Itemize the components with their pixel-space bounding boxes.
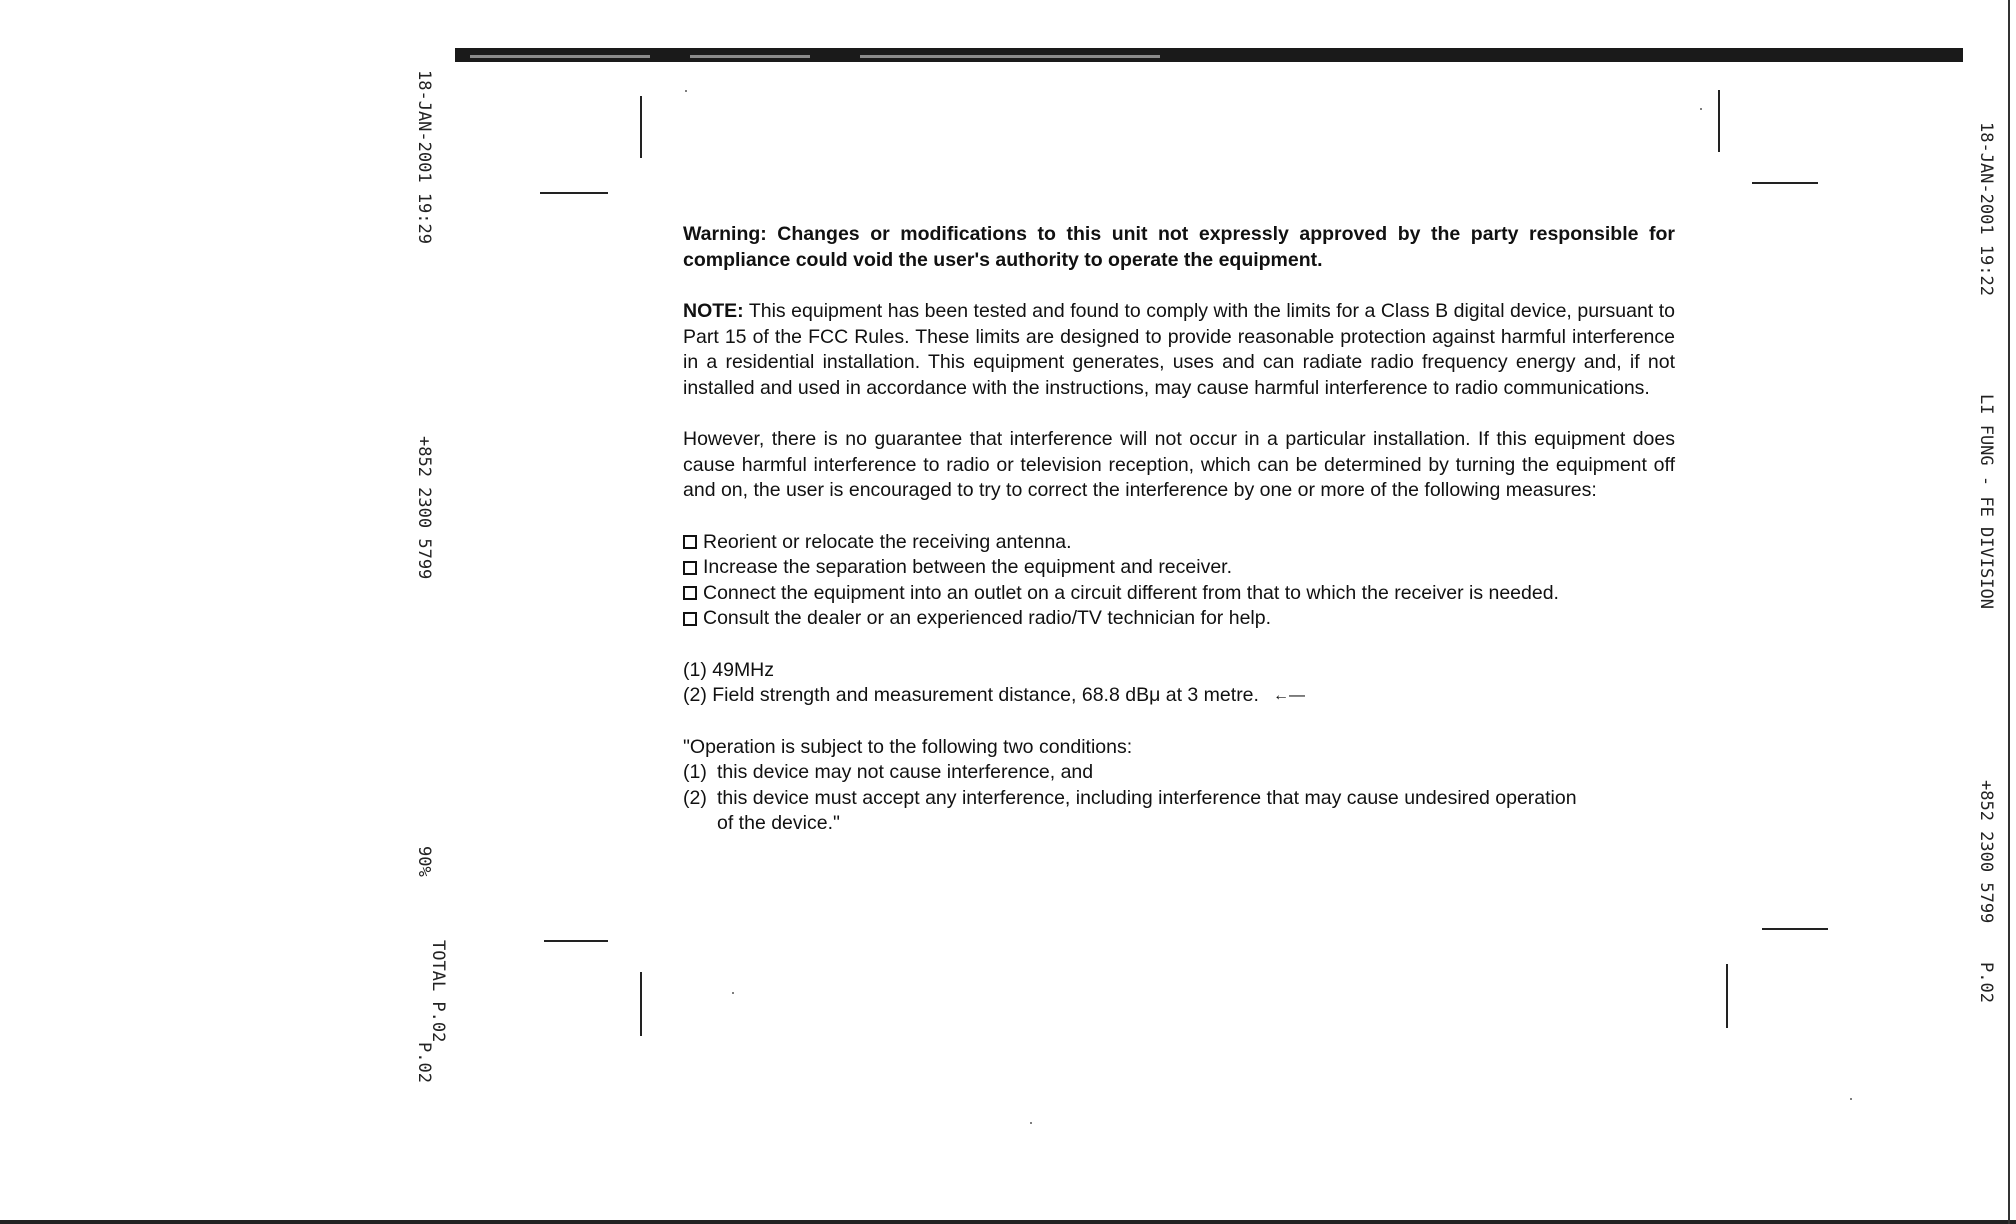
speck [1030, 1122, 1032, 1124]
fcc-notice-document [683, 222, 1675, 837]
condition-text: this device may not cause interference, and [717, 761, 1094, 783]
speck [685, 90, 687, 92]
left-fax-percent: 90% [414, 846, 434, 877]
left-fax-phone: +852 2300 5799 [414, 436, 434, 580]
fax-right-edge [2008, 0, 2010, 1224]
condition-text: this device must accept any interference, including interference that may cause undesired operation of the device." [717, 786, 1577, 834]
note-paragraph [683, 299, 1675, 401]
right-fax-sender: LI FUNG - FE DIVISION [1976, 394, 1996, 609]
fax-bar-streak [690, 55, 810, 58]
fax-bar-streak [470, 55, 650, 58]
measure-text: Reorient or relocate the receiving antenna. [703, 530, 1072, 553]
right-fax-page: P.02 [1976, 962, 1996, 1003]
crop-mark [640, 972, 642, 1036]
checkbox-icon [683, 612, 697, 626]
measure-text: Increase the separation between the equipment and receiver. [703, 556, 1233, 578]
crop-mark [640, 96, 642, 158]
note-label: NOTE: [683, 300, 744, 322]
measure-item [683, 530, 1675, 556]
fax-header-bar [455, 48, 1963, 62]
handwritten-arrow-icon: ←— [1272, 687, 1305, 705]
crop-mark [544, 940, 608, 942]
warning-paragraph: Warning: Changes or modifications to this unit not expressly approved by the party responsible for compliance could void the user's authority to operate the equipment. [683, 223, 1675, 271]
frequency-info [683, 658, 1675, 709]
note-text: This equipment has been tested and found to comply with the limits for a Class B digital device, pursuant to Part 15 of the FCC Rules. These limits are designed to provide reasonable protection against harmful interference in a residential installation. This equipment generates, uses and can radiate radio frequency energy and, if not installed and used in accordance with the instructions, may cause harmful interference to radio communications. [683, 300, 1675, 399]
checkbox-icon [683, 535, 697, 549]
condition-number: (1) [683, 761, 707, 783]
crop-mark [540, 192, 608, 194]
crop-mark [1762, 928, 1828, 930]
fax-bar-streak [860, 55, 1160, 58]
field-strength-line [683, 683, 1675, 709]
field-strength-text: (2) Field strength and measurement distance, 68.8 dBμ at 3 metre. [683, 684, 1259, 706]
left-fax-total-pages: TOTAL P.02 [428, 940, 448, 1043]
right-fax-datetime: 18-JAN-2001 19:22 [1976, 122, 1996, 296]
checkbox-icon [683, 561, 697, 575]
measure-text: Consult the dealer or an experienced radio/TV technician for help. [703, 607, 1272, 629]
speck [732, 992, 734, 994]
crop-mark [1726, 964, 1728, 1028]
condition-number: (2) [683, 786, 707, 809]
crop-mark [1752, 182, 1818, 184]
measure-text: Connect the equipment into an outlet on a circuit different from that to which the receiver is needed. [703, 581, 1559, 604]
measure-item [683, 555, 1675, 581]
conditions-intro: "Operation is subject to the following two conditions: [683, 735, 1133, 758]
conditions-block [683, 735, 1675, 837]
condition-item [683, 786, 1675, 837]
checkbox-icon [683, 586, 697, 600]
measure-item [683, 606, 1675, 632]
condition-item [683, 760, 1675, 786]
however-paragraph: However, there is no guarantee that interference will not occur in a particular installation. If this equipment does cause harmful interference to radio or television reception, which can be determined by turning the equipment off and on, the user is encouraged to try to correct the interference by one or more of the following measures: [683, 428, 1675, 501]
speck [1700, 108, 1702, 110]
left-fax-page: P.02 [414, 1042, 434, 1083]
fax-bottom-edge [0, 1220, 2016, 1224]
measure-item [683, 581, 1675, 607]
crop-mark [1718, 90, 1720, 152]
right-fax-phone: +852 2300 5799 [1976, 780, 1996, 924]
left-fax-datetime: 18-JAN-2001 19:29 [414, 70, 434, 244]
measures-list [683, 530, 1675, 632]
frequency-line: (1) 49MHz [683, 658, 775, 681]
speck [1850, 1098, 1852, 1100]
